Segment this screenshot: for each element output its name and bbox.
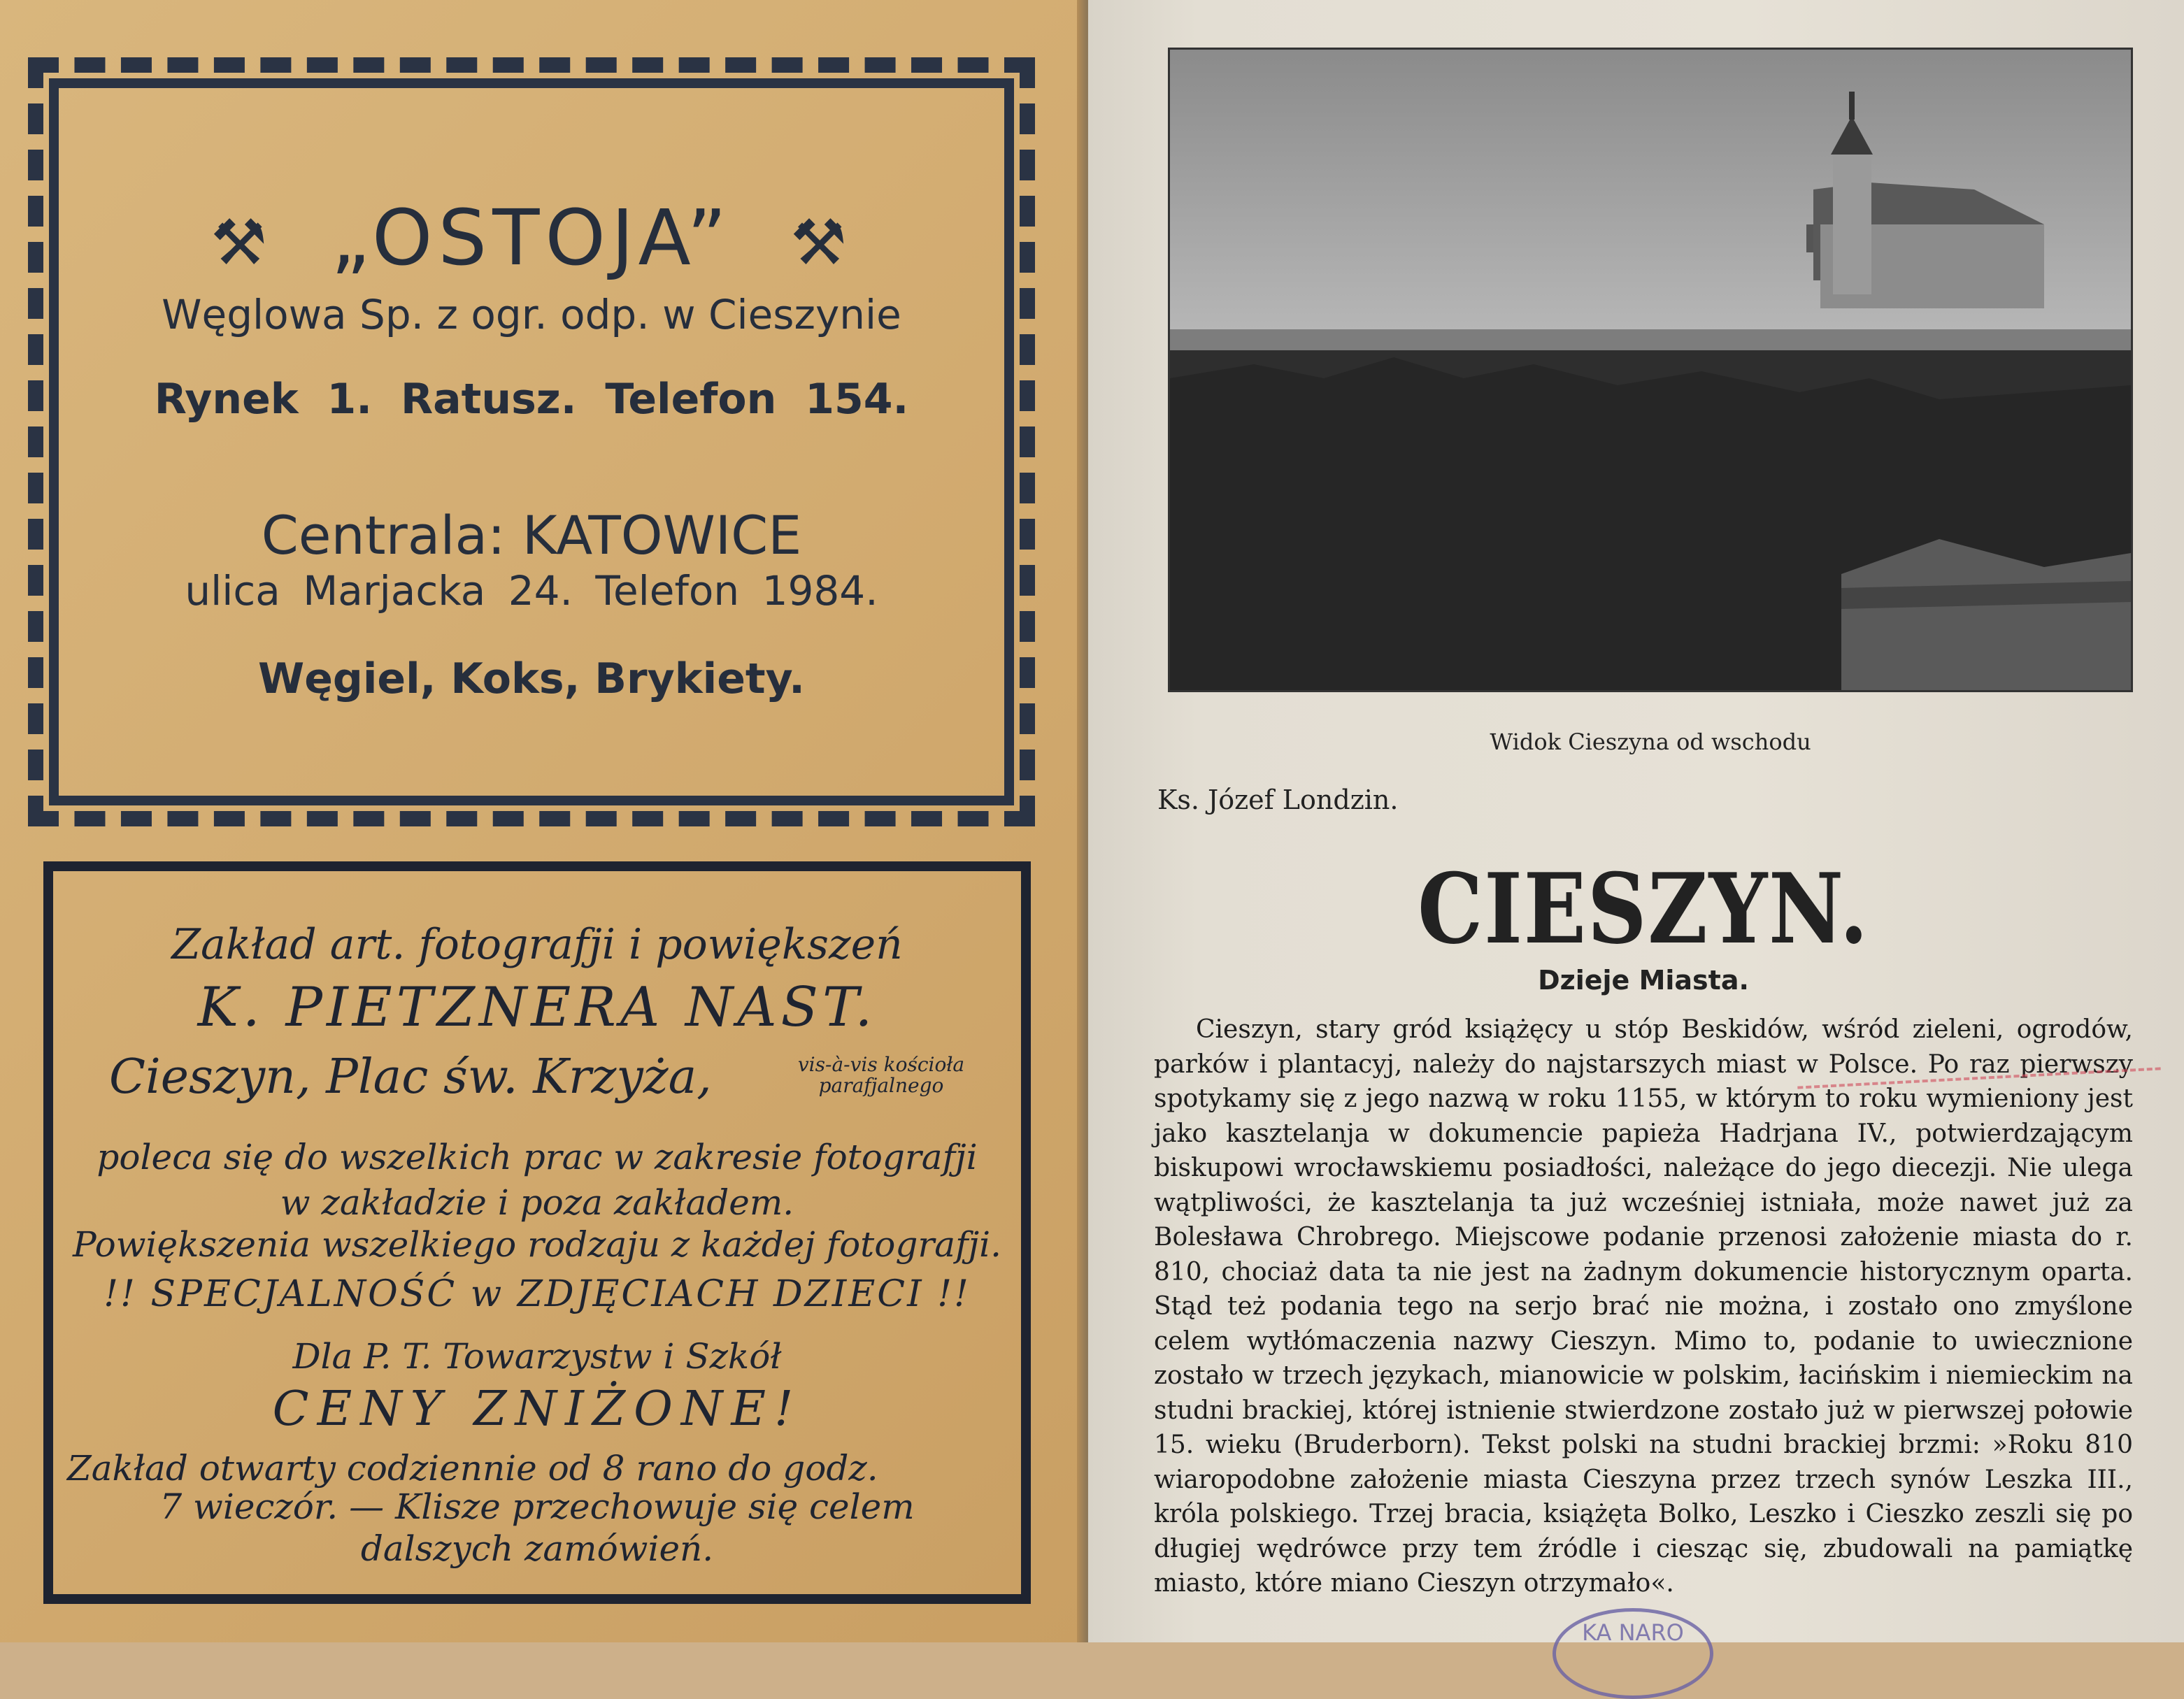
studio-text-line: dalszych zamówień. — [360, 1528, 714, 1569]
article-body — [1154, 1012, 2133, 1601]
studio-text-line: Zakład otwarty codziennie od 8 rano do godz. — [67, 1448, 878, 1489]
article-title: CIESZYN. — [1418, 852, 1869, 966]
ostoja-central: Centrala: KATOWICE — [261, 504, 802, 566]
article-subtitle: Dzieje Miasta. — [1538, 965, 1749, 996]
city-photograph — [1168, 48, 2133, 692]
article-paragraph: Cieszyn, stary gród książęcy u stóp Beskidów, wśród zieleni, ogrodów, parków i plantacyj, należy do najstarszych miast w Polsce. Po raz pierwszy spotykamy się z jego nazwą w roku 1155, w którym to roku wymieniony jest jako kasztelanja w dokumencie papieża Hadrjana IV., potwierdzającym biskupowi wrocławskiemu posiadłości, należące do jego diecezji. Nie ulega wątpliwości, że kasztelanja ta już wcześniej istniała, może nawet już za Bolesława Chrobrego. Miejscowe podanie przenosi założenie miasta do r. 810, chociaż data ta nie jest na żadnym dokumencie historycznym oparta. Stąd też podania tego na serjo brać nie można, i zostało ono zmyślone celem wytłómaczenia nazwy Cieszyn. Mimo to, podanie to uwiecznione zostało w trzech językach, mianowicie w polskim, łacińskim i niemieckim na studni brackiej, której istnienie stwierdzone zostało już w pierwszej połowie 15. wieku (Bruderborn). Tekst polski na studni brackiej brzmi: »Roku 810 wiaropodobne założenie miasta Cieszyna przez trzech synów Leszka III., króla polskiego. Trzej bracia, książęta Bolko, Leszko i Cieszko zeszli się po długiej wędrówce przy tem źródle i ciesząc się, zbudowali na pamiątkę miasto, które miano Cieszyn otrzymało«. — [1154, 1015, 2133, 1598]
ostoja-address: Rynek 1. Ratusz. Telefon 154. — [154, 375, 909, 424]
studio-address: Cieszyn, Plac św. Krzyża, — [109, 1049, 712, 1105]
ostoja-advertisement — [49, 78, 1014, 805]
left-page — [0, 0, 1088, 1642]
hammers-icon: ⚒ — [210, 206, 273, 280]
studio-text-line: poleca się do wszelkich prac w zakresie fotografji — [97, 1137, 978, 1177]
studio-specialty: !! SPECJALNOŚĆ w ZDJĘCIACH DZIECI !! — [104, 1273, 971, 1315]
city-view-image — [1170, 50, 2131, 690]
author: Ks. Józef Londzin. — [1157, 784, 1399, 815]
studio-discount: CENY ZNIŻONE! — [272, 1382, 802, 1437]
studio-heading: Zakład art. fotografji i powiększeń — [171, 920, 903, 969]
studio-text-line: 7 wieczór. — Klisze przechowuje się celem — [159, 1486, 915, 1527]
hammers-icon: ⚒ — [790, 206, 852, 280]
ostoja-title: „OSTOJA” — [330, 193, 733, 282]
library-stamp: KA NARO — [1553, 1608, 1713, 1699]
ostoja-street: ulica Marjacka 24. Telefon 1984. — [185, 567, 878, 615]
ostoja-title-row — [59, 193, 1004, 282]
studio-name: K. PIETZNERA NAST. — [197, 976, 877, 1039]
photo-caption: Widok Cieszyna od wschodu — [1490, 729, 1811, 755]
studio-address-note: vis-à-vis kościoła parafjalnego — [797, 1053, 965, 1097]
photo-studio-advertisement — [43, 861, 1031, 1604]
ostoja-company: Węglowa Sp. z ogr. odp. w Cieszynie — [162, 291, 901, 338]
ostoja-products: Węgiel, Koks, Brykiety. — [258, 654, 805, 703]
studio-text-line: Dla P. T. Towarzystw i Szkół — [292, 1336, 782, 1377]
studio-text-line: Powiększenia wszelkiego rodzaju z każdej fotografji. — [72, 1224, 1001, 1265]
studio-text-line: w zakładzie i poza zakładem. — [280, 1182, 794, 1223]
